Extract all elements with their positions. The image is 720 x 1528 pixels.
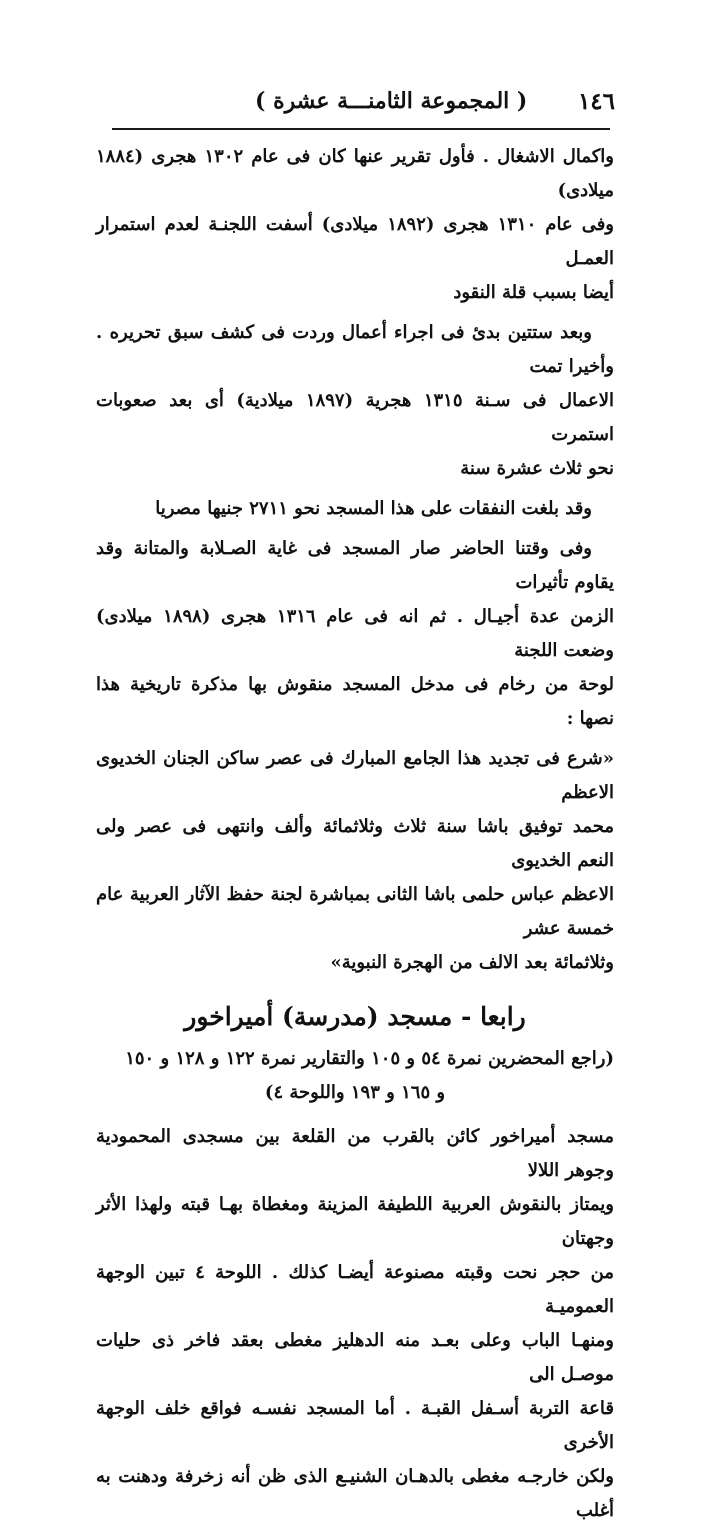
body-text <box>96 140 614 1528</box>
text-line: أيضا بسبب قلة النقود <box>453 282 614 303</box>
paragraph-3 <box>96 492 614 526</box>
text-line: ومنهـا الباب وعلى بعـد منه الدهليز مغطى بعقد فاخر ذى حليات موصـل الى <box>96 1330 614 1385</box>
header-rule <box>112 128 610 130</box>
text-line: «شرع فى تجديد هذا الجامع المبارك فى عصر ساكن الجنان الخديوى الاعظم <box>96 748 614 803</box>
paragraph-1 <box>96 140 614 310</box>
paragraph-2 <box>96 316 614 486</box>
inscription-quote <box>96 742 614 980</box>
text-line: وبعد ستتين بدئ فى اجراء أعمال وردت فى كشف سبق تحريره . وأخيرا تمت <box>96 322 614 377</box>
page-number: ١٤٦ <box>577 88 615 115</box>
text-line: نحو ثلاث عشرة سنة <box>460 458 614 479</box>
text-line: الزمن عدة أجيـال . ثم انه فى عام ١٣١٦ هجرى (١٨٩٨ ميلادى) وضعت اللجنة <box>96 606 614 661</box>
text-line: وقد بلغت النفقات على هذا المسجد نحو ٢٧١١ جنيها مصريا <box>155 498 592 519</box>
text-line: وفى وقتنا الحاضر صار المسجد فى غاية الصـلابة والمتانة وقد يقاوم تأثيرات <box>96 538 614 593</box>
text-line: ويمتاز بالنقوش العربية اللطيفة المزينة ومغطاة بهـا قبته ولهذا الأثر وجهتان <box>96 1194 614 1249</box>
text-line: مسجد أميراخور كائن بالقرب من القلعة بين مسجدى المحمودية وجوهر اللالا <box>96 1126 614 1181</box>
text-line: وفى عام ١٣١٠ هجرى (١٨٩٢ ميلادى) أسفت اللجنـة لعدم استمرار العمـل <box>96 214 615 269</box>
page-header <box>105 82 615 126</box>
reference-line: (راجع المحضرين نمرة ٥٤ و ١٠٥ والتقارير نمرة ١٢٢ و ١٢٨ و ١٥٠ <box>125 1048 614 1069</box>
text-line: قاعة التربة أسـفل القبـة . أما المسجد نفسـه فواقع خلف الوجهة الأخرى <box>96 1398 614 1453</box>
paragraph-4 <box>96 532 614 736</box>
text-line: ولكن خارجـه مغطى بالدهـان الشنيـع الذى ظن أنه زخرفة ودهنت به أغلب <box>96 1466 614 1521</box>
text-line: محمد توفيق باشا سنة ثلاث وثلاثمائة وألف وانتهى فى عصر ولى النعم الخديوى <box>96 816 614 871</box>
text-line: واكمال الاشغال . فأول تقرير عنها كان فى عام ١٣٠٢ هجرى (١٨٨٤ ميلادى) <box>96 146 614 201</box>
text-line: من حجر نحت وقبته مصنوعة أيضـا كذلك . اللوحة ٤ تبين الوجهة العموميـة <box>96 1262 614 1317</box>
reference-line: و ١٦٥ و ١٩٣ واللوحة ٤) <box>264 1082 446 1103</box>
text-line: لوحة من رخام فى مدخل المسجد منقوش بها مذكرة تاريخية هذا نصها : <box>96 674 614 729</box>
text-line: الاعمال فى سـنة ١٣١٥ هجرية (١٨٩٧ ميلادية) أى بعد صعوبات استمرت <box>96 390 614 445</box>
text-line: الاعظم عباس حلمى باشا الثانى بمباشرة لجنة حفظ الآثار العربية عام خمسة عشر <box>96 884 614 939</box>
section-paragraph <box>96 1120 614 1528</box>
running-title: ( المجموعة الثامنـــة عشرة ) <box>255 88 528 114</box>
section-heading: رابعا - مسجد (مدرسة) أميراخور <box>184 1002 526 1031</box>
text-line: وثلاثمائة بعد الالف من الهجرة النبوية» <box>330 952 614 973</box>
